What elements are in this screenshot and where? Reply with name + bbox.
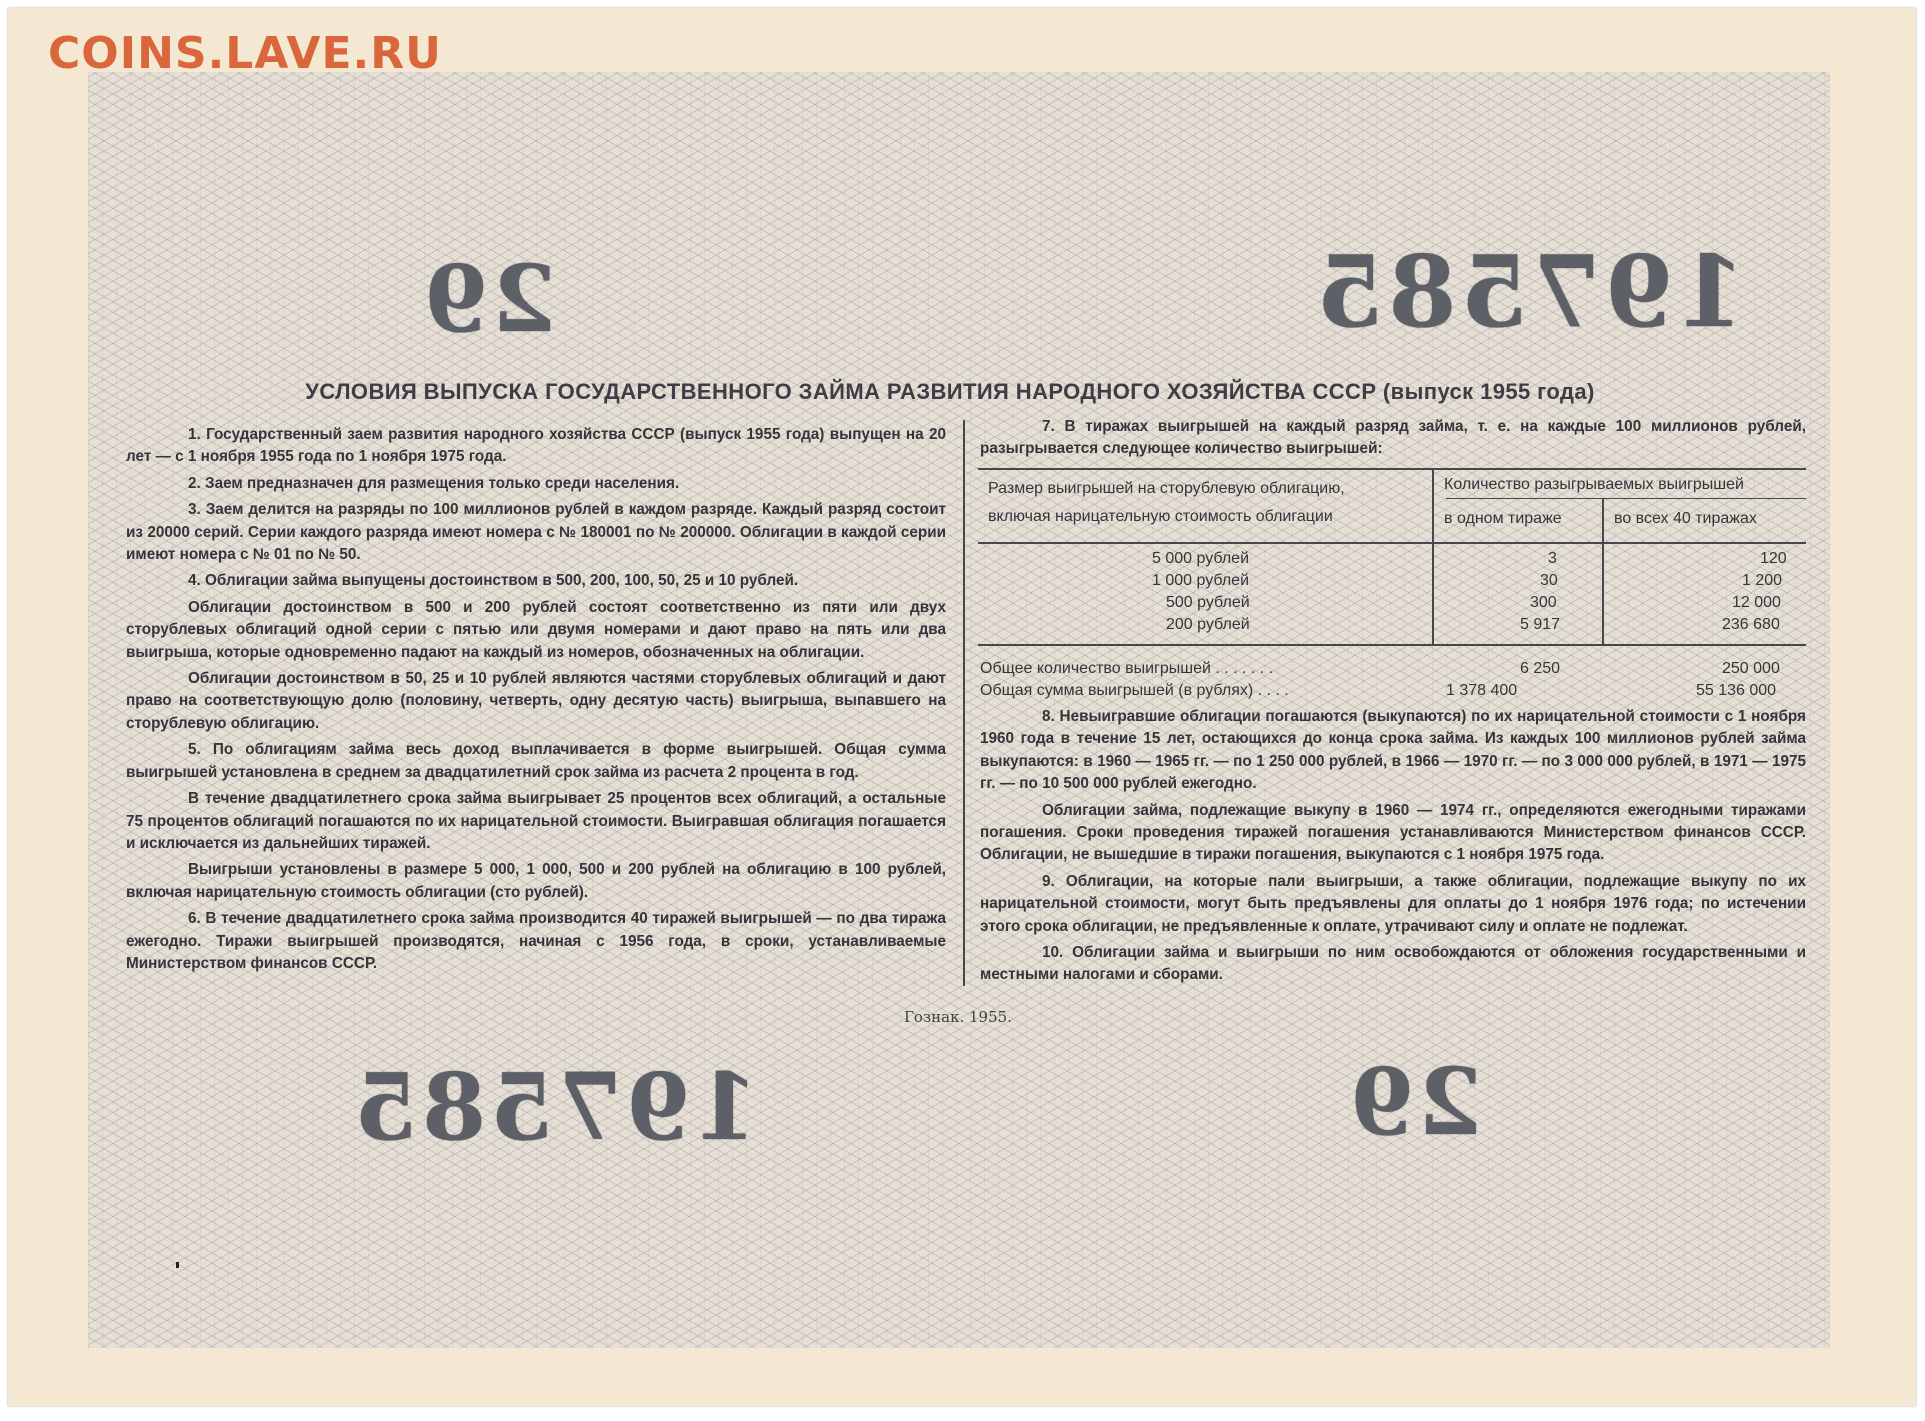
table-total-rule (978, 644, 1806, 646)
col-one-draw-header: в одном тираже (1444, 510, 1562, 527)
row-size: 1 000 рублей (1152, 572, 1249, 589)
table-vline-2 (1602, 498, 1604, 644)
row-size: 5 000 рублей (1152, 550, 1249, 567)
clause-4-fractions: Облигации достоинством в 50, 25 и 10 рублей являются частями сторублевых облигаций и дают право на соответствующую долю (половину, четверть, одну десятую часть) выигрыша, выпавшего на сторублевую облигацию. (126, 670, 946, 732)
series-number-top-left: 29 (420, 245, 557, 353)
clause-10: 10. Облигации займа и выигрыши по ним освобождаются от обложения государственными и местными налогами и сборами. (980, 944, 1806, 984)
conditions-right-intro (980, 416, 1806, 465)
clause-5: 5. По облигациям займа весь доход выплачивается в форме выигрышей. Общая сумма выигрышей установлена в среднем за двадцатилетний срок займа из расчета 2 процента в год. (126, 741, 946, 781)
col-size-header-1: Размер выигрышей на сторублевую облигацию, (988, 480, 1345, 497)
total-count-all-draws: 250 000 (1722, 660, 1780, 677)
clause-5-winning-share: В течение двадцатилетнего срока займа выигрывает 25 процентов всех облигаций, а остальные 75 процентов облигаций погашаются по их нарицательной стоимости. Выигравшая облигация погашается и исключается из дальнейших тиражей. (126, 790, 946, 852)
conditions-left-column (126, 424, 946, 979)
row-all-draws: 236 680 (1722, 616, 1780, 633)
document-title: УСЛОВИЯ ВЫПУСКА ГОСУДАРСТВЕННОГО ЗАЙМА РАЗВИТИЯ НАРОДНОГО ХОЗЯЙСТВА СССР (выпуск 1955 года) (305, 379, 1595, 404)
clause-8: 8. Невыигравшие облигации погашаются (выкупаются) по их нарицательной стоимости с 1 ноября 1960 года в течение 15 лет, остающихся до конца срока займа. Из каждых 100 миллионов рублей займа выкупаются: в 1960 — 1965 гг. — по 1 250 000 рублей, в 1966 — 1970 гг. — по 3 000 000 рублей, в 1971 — 1975 гг. — по 10 500 000 рублей ежегодно. (980, 708, 1806, 793)
total-sum-one-draw: 1 378 400 (1446, 682, 1518, 699)
clause-4: 4. Облигации займа выпущены достоинством в 500, 200, 100, 50, 25 и 10 рублей. (188, 572, 799, 590)
table-top-rule (978, 468, 1806, 470)
clause-1: 1. Государственный заем развития народного хозяйства СССР (выпуск 1955 года) выпущен на 20 лет — с 1 ноября 1955 года по 1 ноября 1975 года. (126, 426, 946, 466)
clause-4-denominations: Облигации достоинством в 500 и 200 рублей состоят соответственно из пяти или двух сторублевых облигаций одной серии с пятью или двумя номерами и дают право на пять или два выигрыша, которые одновременно падают на каждый из номеров, обозначенных на облигации. (126, 598, 946, 661)
table-header-rule (978, 542, 1806, 544)
row-one-draw: 30 (1540, 572, 1558, 589)
row-all-draws: 120 (1760, 550, 1787, 567)
row-size: 500 рублей (1166, 594, 1250, 611)
series-number-bottom-right: 29 (1346, 1048, 1483, 1156)
total-count-label: Общее количество выигрышей . . . . . . . (980, 660, 1274, 677)
total-sum-all-draws: 55 136 000 (1696, 682, 1777, 699)
site-watermark: COINS.LAVE.RU (48, 28, 442, 79)
bond-number-bottom-left: 197585 (350, 1053, 759, 1161)
total-sum-label: Общая сумма выигрышей (в рублях) . . . . (980, 682, 1289, 699)
bond-number-top-right: 197585 (1312, 235, 1746, 350)
total-count-one-draw: 6 250 (1520, 660, 1561, 677)
table-vline-1 (1432, 468, 1434, 644)
col-all-draws-header: во всех 40 тиражах (1614, 510, 1757, 527)
clause-3: 3. Заем делится на разряды по 100 миллионов рублей в каждом разряде. Каждый разряд состоит из 20000 серий. Серии каждого разряда имеют номера с № 180001 по № 200000. Облигации в каждой серии имеют номера с № 01 по № 50. (126, 501, 946, 564)
prize-table (978, 468, 1806, 702)
printer-mark: Гознак. 1955. (904, 1008, 1012, 1026)
row-all-draws: 1 200 (1742, 572, 1783, 589)
row-one-draw: 300 (1530, 594, 1557, 611)
conditions-right-column (980, 706, 1806, 991)
col-size-header-2: включая нарицательную стоимость облигации (988, 508, 1333, 525)
paper-speck (176, 1262, 179, 1268)
clause-7: 7. В тиражах выигрышей на каждый разряд займа, т. е. на каждые 100 миллионов рублей, разыгрывается следующее количество выигрышей: (980, 418, 1806, 458)
row-one-draw: 3 (1548, 550, 1557, 567)
col-group-header: Количество разыгрываемых выигрышей (1444, 476, 1744, 493)
column-divider (963, 420, 965, 986)
table-group-rule (1446, 498, 1806, 499)
clause-2: 2. Заем предназначен для размещения только среди населения. (188, 474, 680, 492)
row-all-draws: 12 000 (1732, 594, 1781, 611)
clause-6: 6. В течение двадцатилетнего срока займа производится 40 тиражей выигрышей — по два тиража ежегодно. Тиражи выигрышей производятся, начиная с 1956 года, в сроки, устанавливаемые Министерством финансов СССР. (126, 910, 946, 972)
clause-9: 9. Облигации, на которые пали выигрыши, а также облигации, подлежащие выкупу по их нарицательной стоимости, могут быть предъявлены для оплаты до 1 ноября 1976 года; по истечении этого срока облигации, не предъявленные к оплате, утрачивают силу и оплате не подлежат. (980, 872, 1806, 935)
row-size: 200 рублей (1166, 616, 1250, 633)
row-one-draw: 5 917 (1520, 616, 1561, 633)
clause-5-prize-sizes: Выигрыши установлены в размере 5 000, 1 000, 500 и 200 рублей на облигацию в 100 рублей, включая нарицательную стоимость облигации (сто рублей). (126, 861, 946, 901)
clause-8-redemption: Облигации займа, подлежащие выкупу в 1960 — 1974 гг., определяются ежегодными тиражами погашения. Сроки проведения тиражей погашения устанавливаются Министерством финансов СССР. Облигации, не вышедшие в тиражи погашения, выкупаются с 1 ноября 1975 года. (980, 801, 1806, 864)
